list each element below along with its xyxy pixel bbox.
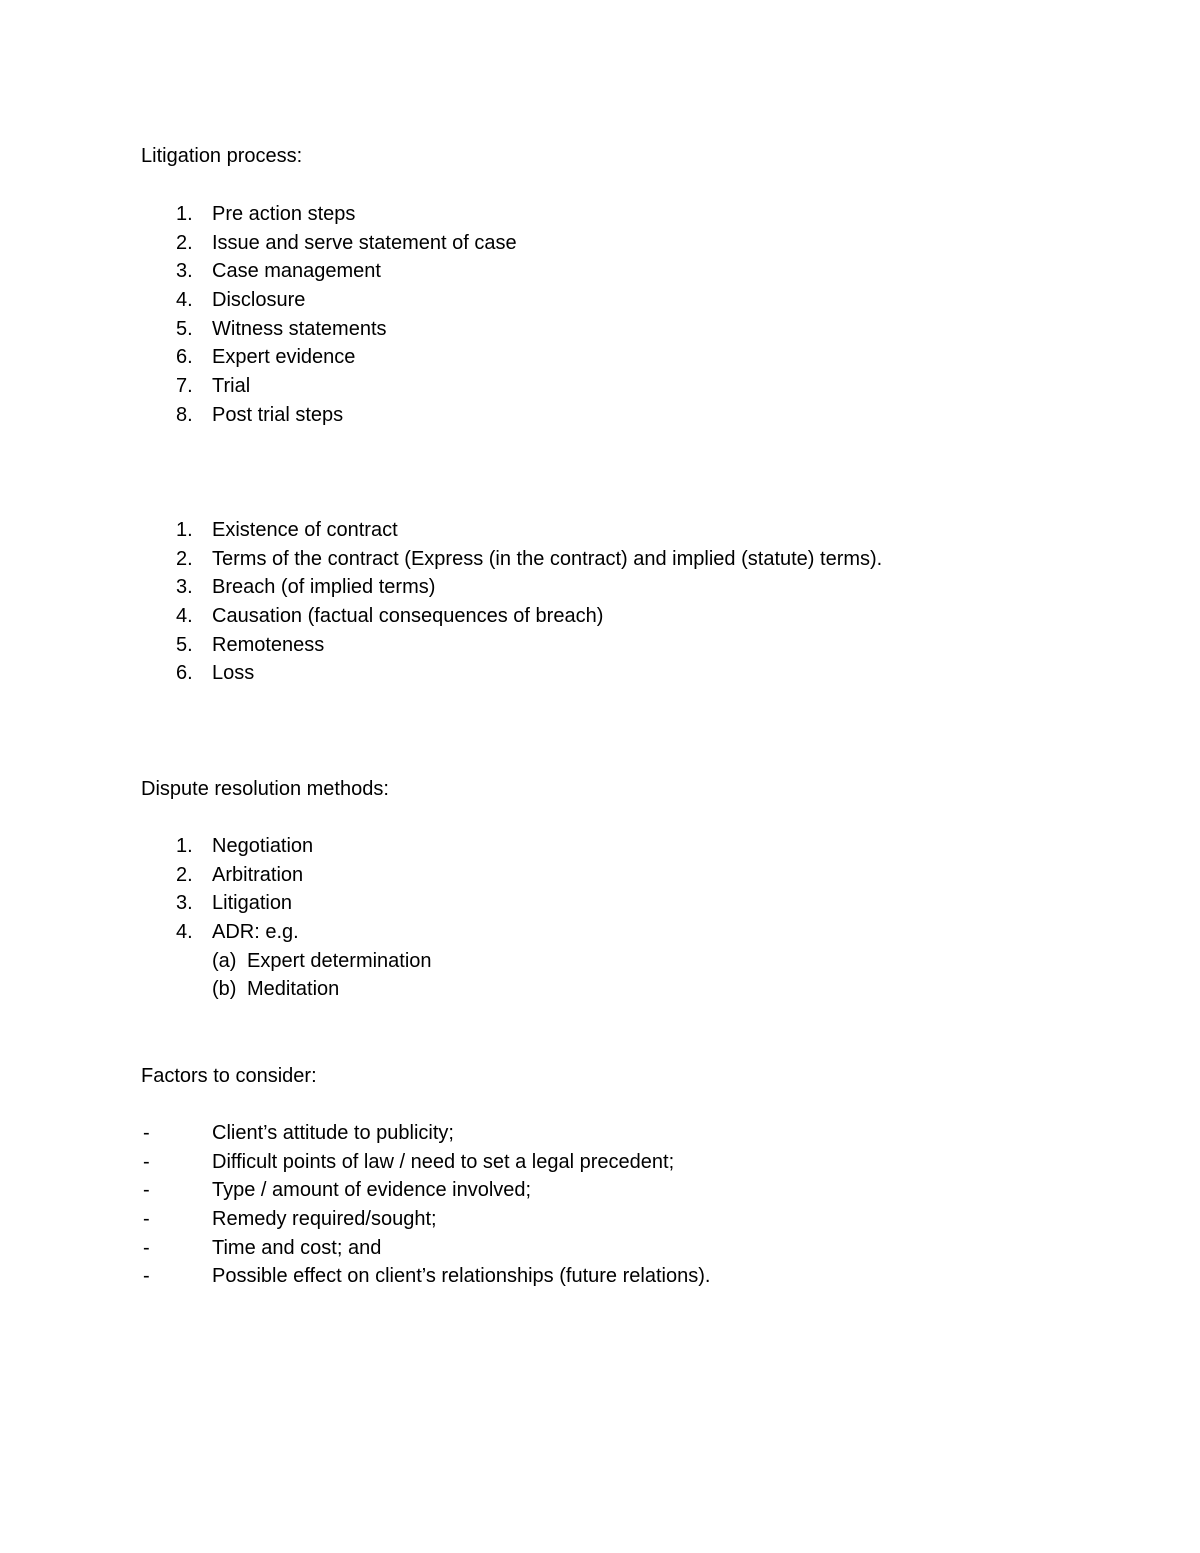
list-item <box>0 832 1200 861</box>
list-item <box>0 229 1200 258</box>
item-text: Pre action steps <box>212 203 356 225</box>
item-number: 2. <box>176 231 193 254</box>
item-text: Post trial steps <box>212 403 344 426</box>
sub-list-item <box>0 975 1200 1004</box>
item-text: Remedy required/sought; <box>212 1208 437 1231</box>
item-number: 5. <box>176 317 193 340</box>
list-item <box>0 545 1200 574</box>
item-number: 1. <box>176 835 193 857</box>
item-text: Expert evidence <box>212 346 356 369</box>
factors-list <box>0 1119 1200 1291</box>
dispute-list <box>0 832 1200 1004</box>
item-number: 5. <box>176 633 193 656</box>
bullet-dash: - <box>143 1265 150 1288</box>
list-item <box>0 516 1200 545</box>
factors-heading: Factors to consider: <box>141 1065 317 1087</box>
list-item <box>0 200 1200 229</box>
list-item <box>0 315 1200 344</box>
item-text: Type / amount of evidence involved; <box>212 1179 532 1202</box>
item-text: Case management <box>212 260 381 283</box>
item-text: Issue and serve statement of case <box>212 231 517 254</box>
sub-item-text: Expert determination <box>247 949 432 972</box>
list-item <box>0 1205 1200 1234</box>
item-text: Terms of the contract (Express (in the contract) and implied (statute) terms). <box>212 547 883 570</box>
item-number: 1. <box>176 203 193 225</box>
item-number: 6. <box>176 662 193 685</box>
list-item <box>0 1234 1200 1263</box>
item-number: 6. <box>176 346 193 369</box>
list-item <box>0 1148 1200 1177</box>
list-item <box>0 602 1200 631</box>
list-item <box>0 1176 1200 1205</box>
item-number: 3. <box>176 576 193 599</box>
item-text: Existence of contract <box>212 519 398 541</box>
item-text: Witness statements <box>212 317 387 340</box>
litigation-heading: Litigation process: <box>141 145 303 167</box>
item-text: Breach (of implied terms) <box>212 576 436 599</box>
list-item <box>0 286 1200 315</box>
item-number: 4. <box>176 921 193 944</box>
contract-list <box>0 516 1200 688</box>
list-item <box>0 889 1200 918</box>
list-item <box>0 918 1200 947</box>
list-item <box>0 257 1200 286</box>
item-number: 4. <box>176 289 193 312</box>
item-text: Client’s attitude to publicity; <box>212 1122 454 1144</box>
bullet-dash: - <box>143 1150 150 1173</box>
list-item <box>0 343 1200 372</box>
sub-list-item <box>0 947 1200 976</box>
item-text: Negotiation <box>212 835 314 857</box>
item-text: Disclosure <box>212 289 306 312</box>
item-text: Loss <box>212 662 255 685</box>
sub-item-text: Meditation <box>247 978 340 1001</box>
item-text: Remoteness <box>212 633 325 656</box>
list-item <box>0 861 1200 890</box>
item-text: Possible effect on client’s relationships (future relations). <box>212 1265 711 1288</box>
item-text: Arbitration <box>212 863 304 886</box>
bullet-dash: - <box>143 1236 150 1259</box>
item-text: Time and cost; and <box>212 1236 382 1259</box>
item-number: 7. <box>176 375 193 398</box>
item-number: 2. <box>176 863 193 886</box>
litigation-list <box>0 200 1200 430</box>
list-item <box>0 573 1200 602</box>
dispute-heading: Dispute resolution methods: <box>141 778 389 800</box>
list-item <box>0 631 1200 660</box>
list-item <box>0 659 1200 688</box>
bullet-dash: - <box>143 1179 150 1202</box>
item-text: Litigation <box>212 892 293 915</box>
list-item <box>0 372 1200 401</box>
bullet-dash: - <box>143 1208 150 1231</box>
item-text: ADR: e.g. <box>212 921 299 944</box>
item-number: 3. <box>176 260 193 283</box>
item-text: Trial <box>212 375 251 398</box>
item-number: 4. <box>176 605 193 628</box>
item-text: Difficult points of law / need to set a legal precedent; <box>212 1150 675 1173</box>
bullet-dash: - <box>143 1122 150 1144</box>
list-item <box>0 401 1200 430</box>
item-number: 1. <box>176 519 193 541</box>
list-item <box>0 1262 1200 1291</box>
item-number: 2. <box>176 547 193 570</box>
sub-item-letter: (b) <box>212 978 237 1001</box>
item-text: Causation (factual consequences of breach) <box>212 605 604 628</box>
list-item <box>0 1119 1200 1148</box>
sub-item-letter: (a) <box>212 949 237 972</box>
item-number: 8. <box>176 403 193 426</box>
item-number: 3. <box>176 892 193 915</box>
